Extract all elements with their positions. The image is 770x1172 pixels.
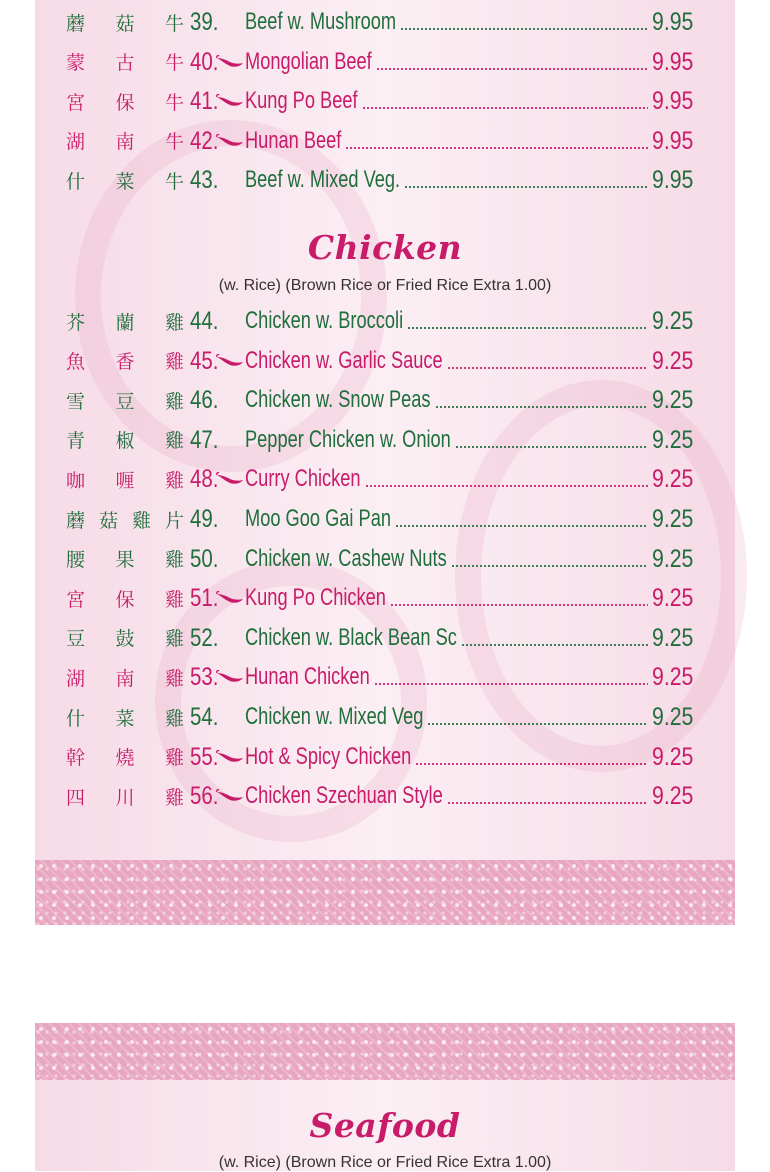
chinese-name	[66, 2, 184, 42]
item-price: 9.25	[652, 505, 694, 533]
item-number: 46.	[190, 386, 219, 415]
chinese-character: 古	[115, 52, 135, 75]
chili-pepper-icon	[216, 670, 244, 684]
seafood-section-note: (w. Rice) (Brown Rice or Fried Rice Extra 1.00)	[218, 1154, 552, 1171]
chinese-name	[66, 160, 184, 200]
item-price: 9.25	[652, 425, 694, 454]
chinese-character: 菜	[115, 170, 135, 193]
item-number: 51.	[190, 584, 219, 613]
dot-leader	[400, 28, 648, 30]
chinese-character: 雪	[66, 390, 86, 413]
item-name: Chicken w. Snow Peas	[245, 386, 431, 414]
chinese-character: 雞	[164, 707, 184, 730]
item-price: 9.25	[652, 307, 694, 335]
chinese-name	[66, 578, 184, 618]
dot-leader	[404, 186, 648, 188]
chinese-character: 雞	[164, 351, 184, 374]
dot-leader	[451, 565, 648, 567]
chinese-character: 川	[115, 786, 135, 809]
item-number: 49.	[190, 505, 219, 533]
menu-item-row	[0, 499, 770, 539]
chinese-name	[66, 776, 184, 816]
chinese-name	[66, 42, 184, 82]
chinese-character: 果	[115, 549, 135, 572]
chinese-character: 腰	[66, 549, 86, 572]
item-name: Hunan Chicken	[245, 663, 370, 691]
chinese-character: 雞	[164, 390, 184, 413]
chili-pepper-icon	[216, 354, 244, 368]
chili-pepper-icon	[216, 750, 244, 764]
chinese-character: 雞	[164, 786, 184, 809]
chinese-character: 椒	[115, 430, 135, 453]
item-price: 9.95	[652, 126, 694, 155]
dot-leader	[455, 446, 648, 448]
item-number: 41.	[190, 87, 219, 116]
menu-item-row	[0, 301, 770, 341]
dot-leader	[395, 525, 648, 527]
chinese-character: 牛	[164, 91, 184, 114]
dot-leader	[362, 107, 648, 109]
item-number: 42.	[190, 126, 219, 155]
item-name: Beef w. Mushroom	[245, 8, 397, 35]
chili-pepper-icon	[216, 789, 244, 803]
menu-item-row	[0, 697, 770, 737]
menu-item-row	[0, 420, 770, 460]
chinese-character: 雞	[164, 628, 184, 651]
item-number: 47.	[190, 425, 219, 454]
item-name: Pepper Chicken w. Onion	[245, 425, 451, 453]
item-price: 9.95	[652, 47, 694, 76]
chinese-character: 宮	[66, 91, 86, 114]
dot-leader	[447, 367, 648, 369]
menu-item-row	[0, 81, 770, 121]
chinese-name	[66, 539, 184, 579]
chinese-character: 南	[115, 667, 135, 690]
item-price: 9.95	[652, 87, 694, 116]
chinese-name	[66, 499, 184, 539]
item-number: 45.	[190, 346, 219, 375]
item-name: Beef w. Mixed Veg.	[245, 166, 401, 194]
item-name: Chicken Szechuan Style	[245, 782, 443, 810]
chinese-character: 蘑	[66, 509, 86, 532]
item-name: Chicken w. Broccoli	[245, 307, 404, 334]
menu-item-row	[0, 578, 770, 618]
dot-leader	[390, 604, 648, 606]
item-number: 44.	[190, 307, 219, 335]
chili-pepper-icon	[216, 55, 244, 69]
chinese-name	[66, 618, 184, 658]
menu-item-row	[0, 341, 770, 381]
chinese-character: 保	[115, 588, 135, 611]
item-number: 54.	[190, 703, 219, 731]
item-name: Chicken w. Garlic Sauce	[245, 346, 443, 374]
chinese-name	[66, 459, 184, 499]
chili-pepper-icon	[216, 134, 244, 148]
chinese-character: 雞	[164, 667, 184, 690]
dot-leader	[365, 485, 648, 487]
chinese-character: 什	[66, 170, 86, 193]
item-name: Hot & Spicy Chicken	[245, 742, 412, 770]
chinese-character: 幹	[66, 747, 86, 770]
chinese-character: 燒	[115, 747, 135, 770]
dot-leader	[447, 802, 648, 804]
dot-leader	[415, 763, 648, 765]
chinese-character: 香	[115, 351, 135, 374]
chinese-name	[66, 420, 184, 460]
chinese-character: 蘭	[115, 311, 135, 334]
menu-item-row	[0, 121, 770, 161]
chinese-character: 喱	[115, 469, 135, 492]
chinese-character: 菇	[98, 509, 118, 532]
chinese-character: 咖	[66, 469, 86, 492]
item-number: 50.	[190, 544, 219, 573]
chicken-section-note: (w. Rice) (Brown Rice or Fried Rice Extra 1.00)	[218, 277, 552, 294]
chinese-character: 雞	[164, 549, 184, 572]
item-name: Chicken w. Black Bean Sc	[245, 623, 457, 651]
chinese-character: 蒙	[66, 52, 86, 75]
chinese-character: 豆	[66, 628, 86, 651]
chinese-character: 雞	[164, 311, 184, 334]
menu-item-row	[0, 459, 770, 499]
item-price: 9.25	[652, 584, 694, 613]
chinese-character: 牛	[164, 170, 184, 193]
chili-pepper-icon	[216, 472, 244, 486]
chinese-character: 雞	[164, 747, 184, 770]
item-number: 53.	[190, 663, 219, 692]
item-name: Kung Po Beef	[245, 87, 358, 115]
item-name: Mongolian Beef	[245, 47, 372, 75]
item-number: 43.	[190, 166, 219, 195]
menu-item-row	[0, 618, 770, 658]
chinese-character: 牛	[164, 52, 184, 75]
chinese-character: 蘑	[66, 12, 86, 35]
item-number: 40.	[190, 47, 219, 76]
item-name: Kung Po Chicken	[245, 584, 386, 612]
menu-item-row	[0, 657, 770, 697]
item-number: 48.	[190, 465, 219, 494]
chinese-name	[66, 737, 184, 777]
item-name: Chicken w. Cashew Nuts	[245, 544, 447, 572]
dot-leader	[345, 147, 648, 149]
item-number: 55.	[190, 742, 219, 771]
item-number: 56.	[190, 782, 219, 811]
chinese-character: 湖	[66, 131, 86, 154]
chinese-character: 湖	[66, 667, 86, 690]
chinese-character: 保	[115, 91, 135, 114]
chinese-name	[66, 697, 184, 737]
chinese-character: 青	[66, 430, 86, 453]
chinese-name	[66, 301, 184, 341]
chinese-character: 雞	[164, 469, 184, 492]
item-name: Curry Chicken	[245, 465, 361, 493]
item-name: Hunan Beef	[245, 126, 342, 154]
item-name: Chicken w. Mixed Veg	[245, 703, 424, 730]
menu-item-row	[0, 42, 770, 82]
chinese-character: 牛	[164, 12, 184, 35]
dot-leader	[407, 327, 648, 329]
menu-item-row	[0, 160, 770, 200]
chili-pepper-icon	[216, 94, 244, 108]
chinese-name	[66, 121, 184, 161]
item-number: 39.	[190, 8, 219, 36]
chinese-character: 芥	[66, 311, 86, 334]
dot-leader	[427, 723, 648, 725]
chinese-character: 宮	[66, 588, 86, 611]
menu-item-row	[0, 737, 770, 777]
menu-item-row	[0, 776, 770, 816]
dot-leader	[374, 683, 648, 685]
chinese-character: 雞	[131, 509, 151, 532]
chinese-character: 南	[115, 131, 135, 154]
dot-leader	[376, 68, 648, 70]
chinese-character: 魚	[66, 351, 86, 374]
chinese-character: 片	[164, 509, 184, 532]
item-price: 9.25	[652, 742, 694, 771]
chinese-name	[66, 341, 184, 381]
chinese-name	[66, 81, 184, 121]
chili-pepper-icon	[216, 591, 244, 605]
chinese-character: 鼓	[115, 628, 135, 651]
item-price: 9.95	[652, 166, 694, 195]
chinese-character: 牛	[164, 131, 184, 154]
seafood-section-title: Seafood	[309, 1106, 461, 1145]
chinese-character: 菇	[115, 12, 135, 35]
item-number: 52.	[190, 623, 219, 652]
item-price: 9.25	[652, 346, 694, 375]
chinese-name	[66, 380, 184, 420]
item-price: 9.25	[652, 623, 694, 652]
chinese-character: 什	[66, 707, 86, 730]
menu-item-row	[0, 380, 770, 420]
chinese-character: 雞	[164, 430, 184, 453]
item-price: 9.25	[652, 663, 694, 692]
item-price: 9.25	[652, 465, 694, 494]
chicken-section-title: Chicken	[307, 228, 463, 267]
dot-leader	[435, 406, 648, 408]
item-price: 9.25	[652, 386, 694, 415]
menu-item-row	[0, 539, 770, 579]
item-price: 9.25	[652, 703, 694, 731]
chinese-character: 豆	[115, 390, 135, 413]
chinese-name	[66, 657, 184, 697]
chinese-character: 雞	[164, 588, 184, 611]
item-name: Moo Goo Gai Pan	[245, 505, 392, 532]
chinese-character: 菜	[115, 707, 135, 730]
item-price: 9.25	[652, 782, 694, 811]
item-price: 9.25	[652, 544, 694, 573]
chinese-character: 四	[66, 786, 86, 809]
menu-item-row	[0, 2, 770, 42]
dot-leader	[461, 644, 648, 646]
item-price: 9.95	[652, 8, 694, 36]
